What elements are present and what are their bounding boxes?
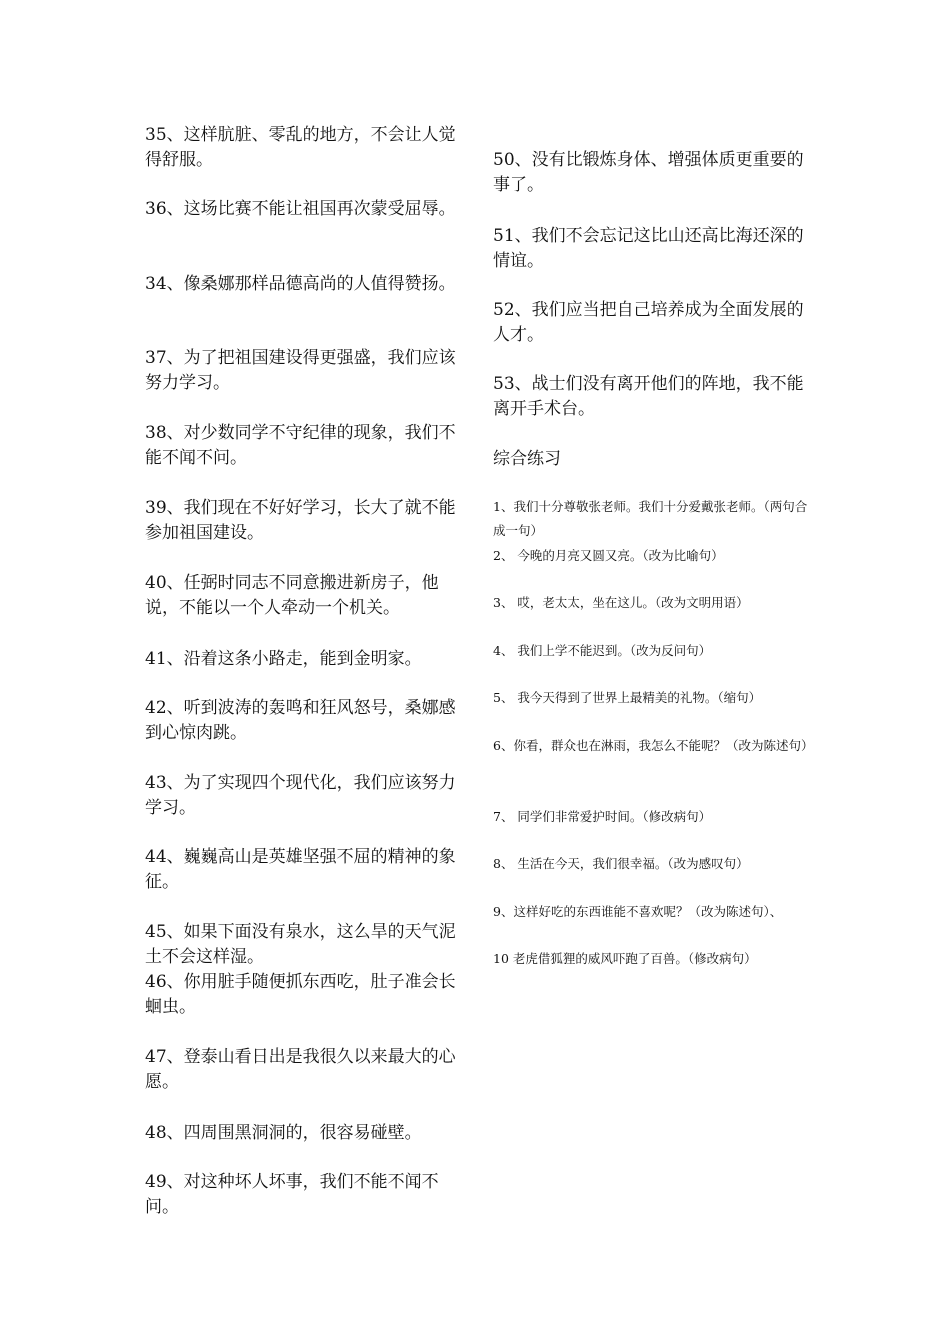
exercise-item: 5、 我今天得到了世界上最精美的礼物。（缩句） (493, 690, 762, 705)
exercise-item: 2、 今晚的月亮又圆又亮。（改为比喻句） (493, 548, 724, 563)
sentence-item: 42、听到波涛的轰鸣和狂风怒号，桑娜感到心惊肉跳。 (145, 698, 456, 743)
exercise-item: 10 老虎借狐狸的威风吓跑了百兽。（修改病句） (493, 951, 757, 966)
exercise-item: 1、我们十分尊敬张老师。我们十分爱戴张老师。（两句合成一句） (493, 499, 808, 538)
sentence-item: 50、没有比锻炼身体、增强体质更重要的事了。 (493, 150, 804, 195)
exercise-item: 3、 哎，老太太，坐在这儿。（改为文明用语） (493, 595, 749, 610)
exercise-item: 6、你看，群众也在淋雨，我怎么不能呢？（改为陈述句） (493, 738, 814, 753)
sentence-item: 51、我们不会忘记这比山还高比海还深的情谊。 (493, 226, 804, 271)
exercise-item: 7、 同学们非常爱护时间。（修改病句） (493, 809, 712, 824)
sentence-item: 48、四周围黑洞洞的，很容易碰壁。 (145, 1123, 422, 1143)
sentence-item: 36、这场比赛不能让祖国再次蒙受屈辱。 (145, 199, 456, 219)
sentence-item: 35、这样肮脏、零乱的地方，不会让人觉得舒服。 (145, 125, 456, 170)
sentence-item: 44、巍巍高山是英雄坚强不屈的精神的象征。 (145, 847, 456, 892)
sentence-item: 43、为了实现四个现代化，我们应该努力学习。 (145, 773, 456, 818)
section-title: 综合练习 (493, 449, 561, 469)
sentence-item: 38、对少数同学不守纪律的现象，我们不能不闻不问。 (145, 423, 456, 468)
sentence-item: 46、你用脏手随便抓东西吃，肚子准会长蛔虫。 (145, 972, 456, 1017)
exercise-item: 9、这样好吃的东西谁能不喜欢呢？（改为陈述句）、 (493, 904, 783, 919)
exercise-item: 8、 生活在今天，我们很幸福。（改为感叹句） (493, 856, 749, 871)
sentence-item: 49、对这种坏人坏事，我们不能不闻不问。 (145, 1172, 439, 1217)
exercise-item: 4、 我们上学不能迟到。（改为反问句） (493, 643, 712, 658)
sentence-item: 53、战士们没有离开他们的阵地，我不能离开手术台。 (493, 374, 804, 419)
sentence-item: 52、我们应当把自己培养成为全面发展的人才。 (493, 300, 804, 345)
sentence-item: 39、我们现在不好好学习，长大了就不能参加祖国建设。 (145, 498, 456, 543)
sentence-item: 45、如果下面没有泉水，这么旱的天气泥土不会这样湿。 (145, 922, 456, 967)
sentence-item: 40、任弼时同志不同意搬进新房子，他说，不能以一个人牵动一个机关。 (145, 573, 439, 618)
sentence-item: 47、登泰山看日出是我很久以来最大的心愿。 (145, 1047, 456, 1092)
sentence-item: 41、沿着这条小路走，能到金明家。 (145, 649, 422, 669)
sentence-item: 34、像桑娜那样品德高尚的人值得赞扬。 (145, 274, 456, 294)
sentence-item: 37、为了把祖国建设得更强盛，我们应该努力学习。 (145, 348, 456, 393)
